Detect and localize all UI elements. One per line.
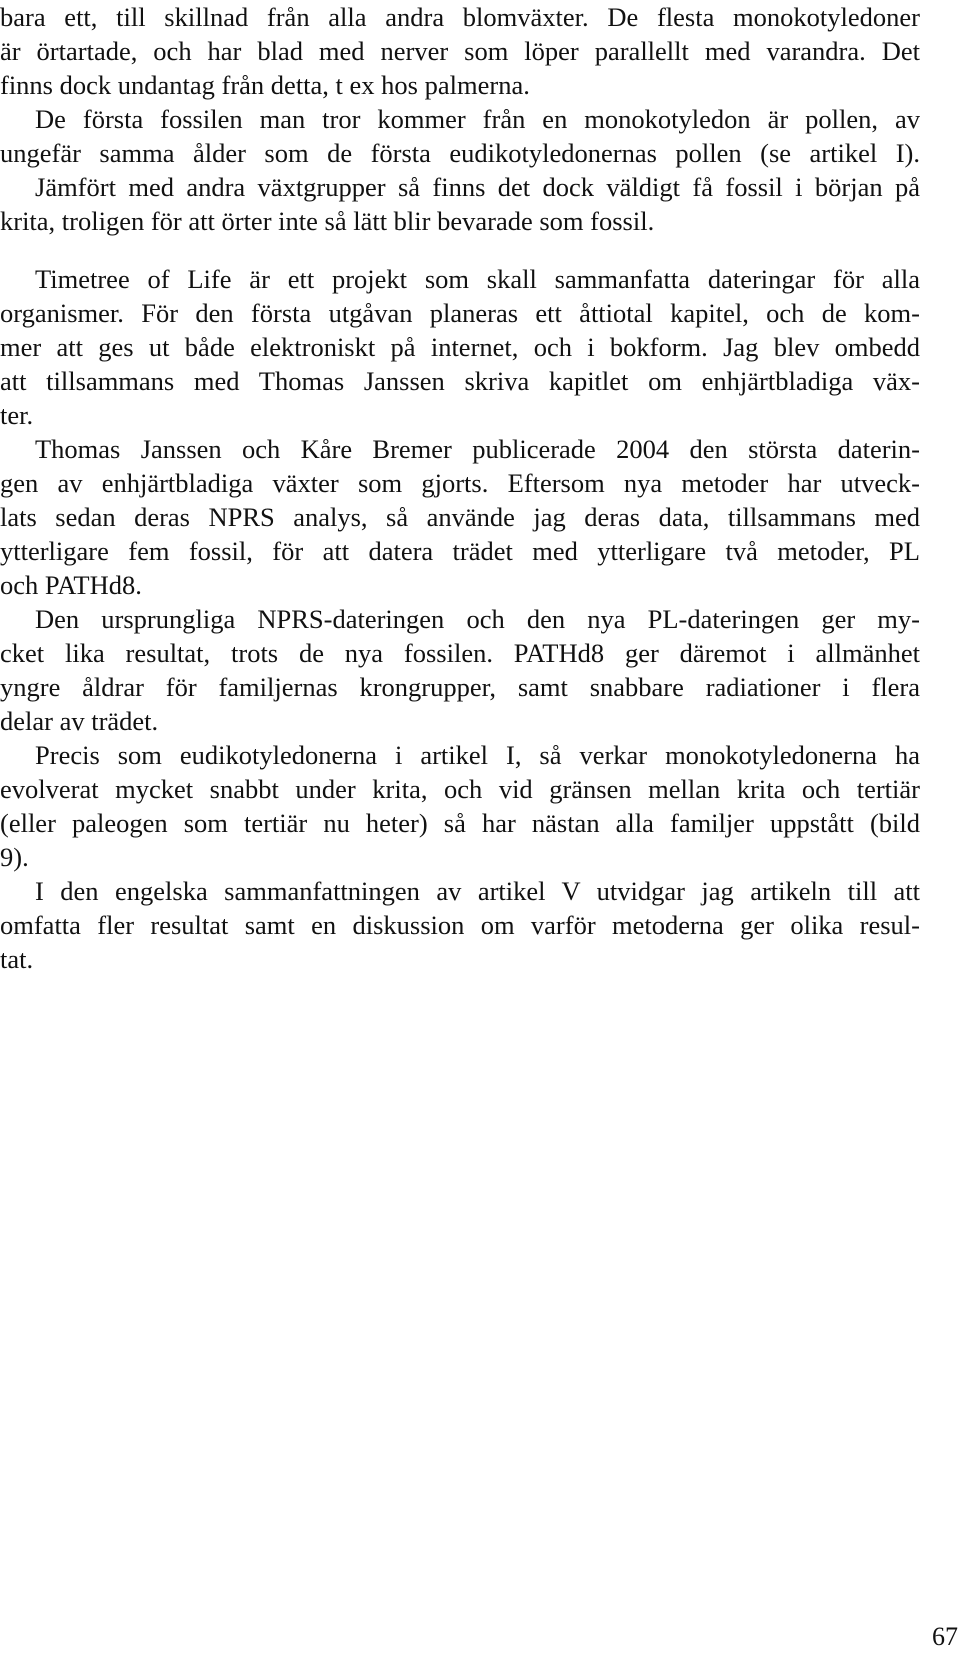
text-line: att tillsammans med Thomas Janssen skriva kapitlet om enhjärtbladiga väx- [0,366,920,396]
text-line: evolverat mycket snabbt under krita, och vid gränsen mellan krita och tertiär [0,774,920,804]
text-line: gen av enhjärtbladiga växter som gjorts. Eftersom nya metoder har utveck- [0,468,920,498]
text-line: är örtartade, och har blad med nerver som löper parallellt med varandra. Det [0,36,920,66]
page-number: 67 [932,1622,958,1651]
text-line: finns dock undantag från detta, t ex hos palmerna. [0,70,530,100]
text-line: Precis som eudikotyledonerna i artikel I, så verkar monokotyledonerna ha [35,740,920,770]
text-line: Den ursprungliga NPRS-dateringen och den nya PL-dateringen ger my- [35,604,920,634]
paragraph-gap [0,238,920,262]
text-line: delar av trädet. [0,706,159,736]
text-line: omfatta fler resultat samt en diskussion om varför metoderna ger olika resul- [0,910,920,940]
text-line: De första fossilen man tror kommer från en monokotyledon är pollen, av [35,104,920,134]
text-line: tat. [0,944,34,974]
text-line: lats sedan deras NPRS analys, så använde jag deras data, tillsammans med [0,502,920,532]
text-line: Timetree of Life är ett projekt som skall sammanfatta dateringar för alla [35,264,920,294]
text-line: organismer. För den första utgåvan planeras ett åttiotal kapitel, och de kom- [0,298,920,328]
text-line: Thomas Janssen och Kåre Bremer publicerade 2004 den största daterin- [35,434,920,464]
text-line: och PATHd8. [0,570,142,600]
text-line: ytterligare fem fossil, för att datera trädet med ytterligare två metoder, PL [0,536,920,566]
text-line: ungefär samma ålder som de första eudikotyledonernas pollen (se artikel I). [0,138,920,168]
text-line: ter. [0,400,34,430]
text-line: 9). [0,842,29,872]
text-line: cket lika resultat, trots de nya fossilen. PATHd8 ger däremot i allmänhet [0,638,920,668]
text-line: krita, troligen för att örter inte så lätt blir bevarade som fossil. [0,206,655,236]
text-line: yngre åldrar för familjernas krongrupper, samt snabbare radiationer i flera [0,672,920,702]
text-line: (eller paleogen som tertiär nu heter) så har nästan alla familjer uppstått (bild [0,808,920,838]
text-line: bara ett, till skillnad från alla andra blomväxter. De flesta monokotyledoner [0,2,920,32]
text-line: Jämfört med andra växtgrupper så finns det dock väldigt få fossil i början på [35,172,920,202]
text-line: I den engelska sammanfattningen av artikel V utvidgar jag artikeln till att [35,876,920,906]
text-line: mer att ges ut både elektroniskt på internet, och i bokform. Jag blev ombedd [0,332,920,362]
